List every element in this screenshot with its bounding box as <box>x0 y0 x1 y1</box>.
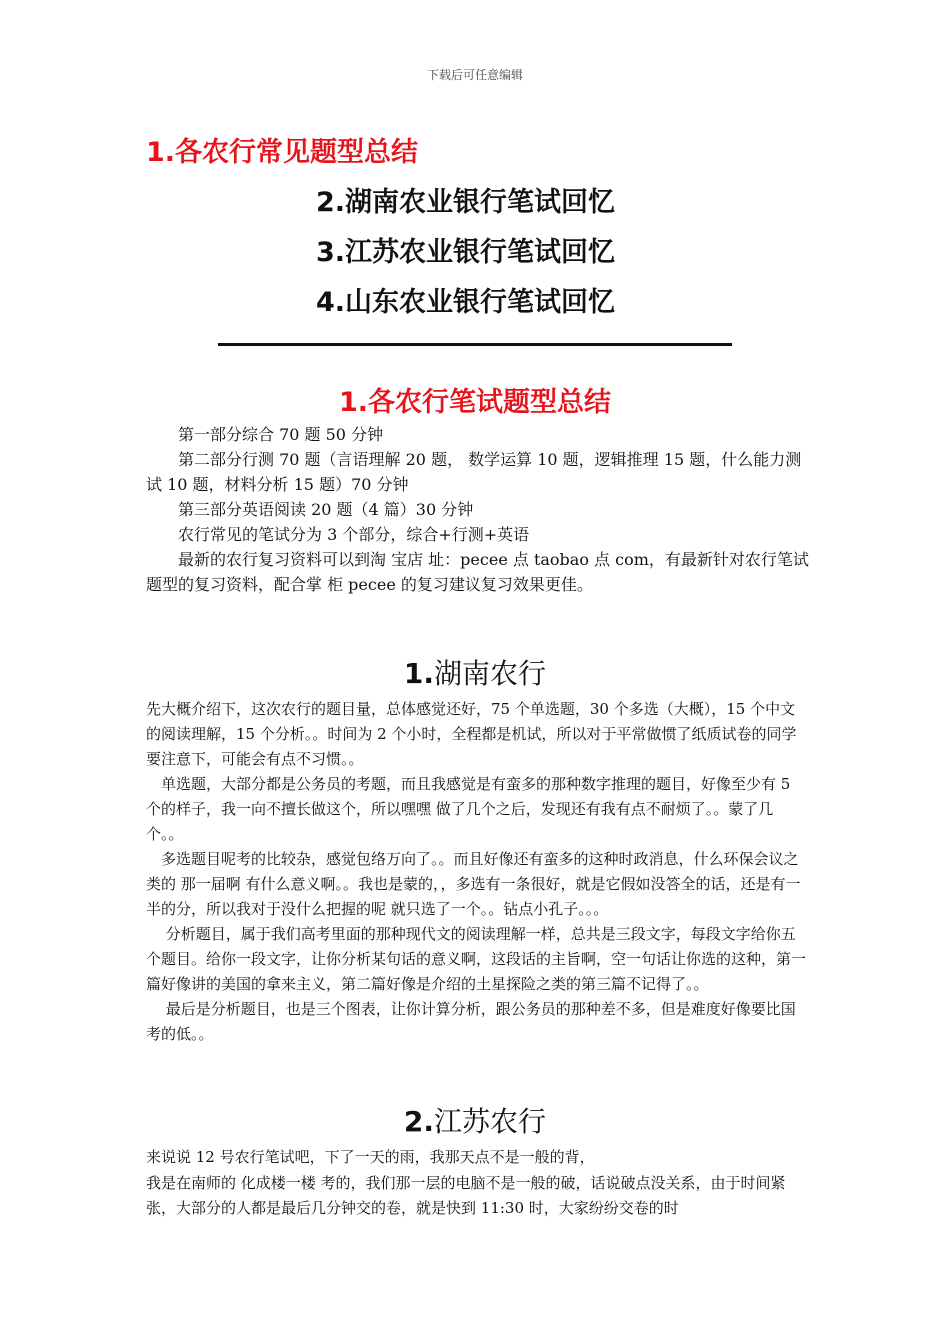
summary-paragraph: 最新的农行复习资料可以到淘 宝店 址：pecee 点 taobao 点 com，有最新针对农行笔试题型的复习资料，配合掌 柜 pecee 的复习建议复习效果更佳。 <box>146 550 809 594</box>
page-header-note: 下载后可任意编辑 <box>426 68 523 82</box>
section-title-hunan: 1.湖南农行 <box>403 657 547 690</box>
hunan-paragraph: 分析题目，属于我们高考里面的那种现代文的阅读理解一样，总共是三段文字，每段文字给你五个题目。给你一段文字，让你分析某句话的意义啊，这段话的主旨啊，空一句话让你选的这种，第一篇好像讲的美国的拿来主义，第二篇好像是介绍的土星探险之类的第三篇不记得了。。 <box>146 925 807 993</box>
toc-item-1: 1.各农行常见题型总结 <box>146 137 419 168</box>
hunan-paragraph: 最后是分析题目，也是三个图表，让你计算分析，跟公务员的那种差不多，但是难度好像要比国考的低。。 <box>146 1000 796 1043</box>
toc-item-2: 2.湖南农业银行笔试回忆 <box>316 187 616 218</box>
jiangsu-paragraph: 我是在南师的 化成楼一楼 考的，我们那一层的电脑不是一般的破，话说破点没关系，由于时间紧张，大部分的人都是最后几分钟交的卷，就是快到 11:30 时，大家纷纷交卷的时 <box>146 1173 786 1217</box>
section-title-summary: 1.各农行笔试题型总结 <box>338 387 612 418</box>
toc-item-3: 3.江苏农业银行笔试回忆 <box>316 237 616 268</box>
summary-paragraph: 第二部分行测 70 题（言语理解 20 题， 数学运算 10 题，逻辑推理 15 题，什么能力测试 10 题，材料分析 15 题）70 分钟 <box>146 450 802 494</box>
jiangsu-paragraph: 来说说 12 号农行笔试吧，下了一天的雨，我那天点不是一般的背， <box>146 1148 595 1166</box>
section-title-jiangsu: 2.江苏农行 <box>403 1105 547 1138</box>
summary-paragraph: 第三部分英语阅读 20 题（4 篇）30 分钟 <box>146 500 474 519</box>
toc-item-4: 4.山东农业银行笔试回忆 <box>316 287 616 318</box>
hunan-paragraph: 单选题，大部分都是公务员的考题，而且我感觉是有蛮多的那种数字推理的题目，好像至少有 5 个的样子，我一向不擅长做这个，所以嘿嘿 做了几个之后，发现还有我有点不耐烦了。。蒙了几个。。 <box>146 775 791 843</box>
divider-line <box>218 343 732 346</box>
summary-body <box>146 422 810 597</box>
hunan-body <box>146 697 810 1047</box>
summary-paragraph: 第一部分综合 70 题 50 分钟 <box>146 425 384 444</box>
jiangsu-body <box>146 1145 810 1222</box>
hunan-paragraph: 先大概介绍下，这次农行的题目量，总体感觉还好，75 个单选题，30 个多选（大概），15 个中文的阅读理解，15 个分析。。时间为 2 个小时，全程都是机试，所以对于平常做惯了纸质试卷的同学要注意下，可能会有点不习惯。。 <box>146 700 797 768</box>
summary-paragraph: 农行常见的笔试分为 3 个部分，综合+行测+英语 <box>146 525 530 544</box>
hunan-paragraph: 多选题目呢考的比较杂，感觉包络万向了。。而且好像还有蛮多的这种时政消息，什么环保会议之类的 那一届啊 有什么意义啊。。我也是蒙的，，多选有一条很好，就是它假如没答全的话，还是有一半的分，所以我对于没什么把握的呢 就只选了一个。。钻点小孔子。。。 <box>146 850 801 918</box>
